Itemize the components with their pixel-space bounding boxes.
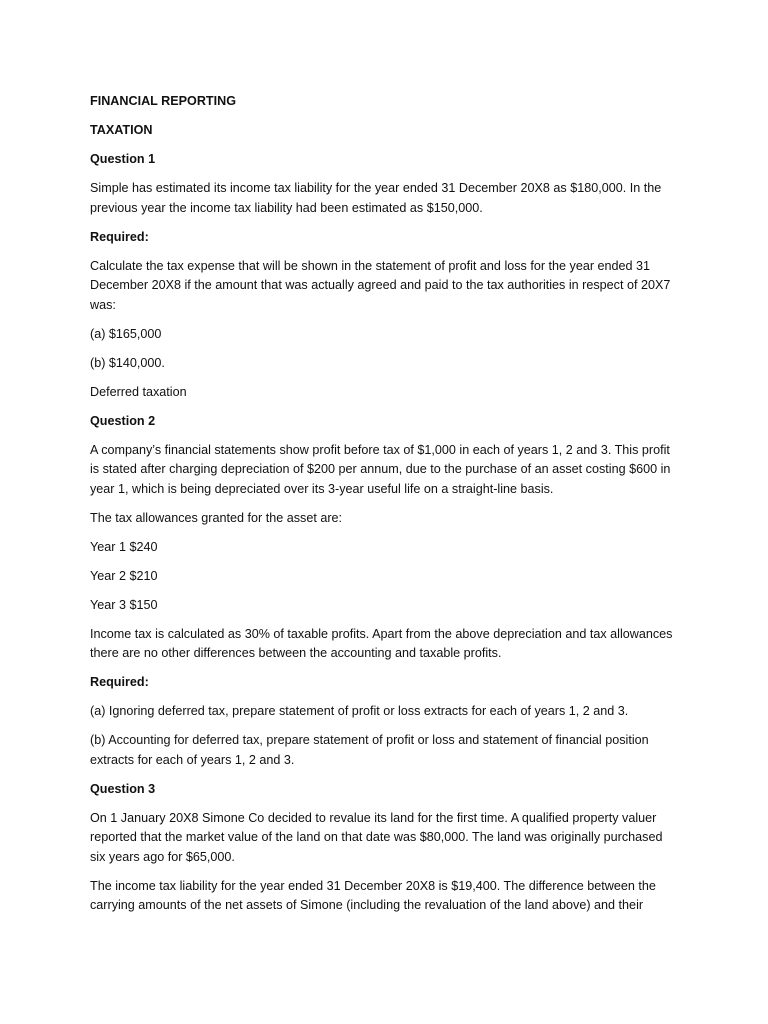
section-label-deferred-taxation: Deferred taxation	[90, 384, 187, 399]
question-2-year-2: Year 2 $210	[90, 568, 158, 583]
question-2-required-label: Required:	[90, 675, 149, 689]
question-1-title: Question 1	[90, 152, 156, 166]
question-2-allowances-intro: The tax allowances granted for the asset are:	[90, 510, 343, 525]
question-2-year-3: Year 3 $150	[90, 597, 158, 612]
question-1-task: Calculate the tax expense that will be shown in the statement of profit and loss for the year ended 31 December 20X8 if the amount that was actually agreed and paid to the tax authorities in respect of 20X7 was:	[90, 258, 671, 312]
document-page	[90, 92, 680, 925]
question-2-title: Question 2	[90, 413, 156, 428]
question-1-intro: Simple has estimated its income tax liability for the year ended 31 December 20X8 as $180,000. In the previous year the income tax liability had been estimated as $150,000.	[90, 181, 662, 215]
question-2-year-1: Year 1 $240	[90, 539, 158, 554]
question-1-option-b: (b) $140,000.	[90, 355, 165, 370]
document-subheading: TAXATION	[90, 123, 153, 137]
question-3-intro: On 1 January 20X8 Simone Co decided to revalue its land for the first time. A qualified property valuer reported that the market value of the land on that date was $80,000. The land was originally purchased six years ago for $65,000.	[90, 810, 663, 864]
question-2-tax-rate-text: Income tax is calculated as 30% of taxable profits. Apart from the above depreciation and tax allowances there are no other differences between the accounting and taxable profits.	[90, 626, 673, 660]
question-2-part-b: (b) Accounting for deferred tax, prepare statement of profit or loss and statement of financial position extracts for each of years 1, 2 and 3.	[90, 733, 649, 767]
question-2-intro: A company’s financial statements show profit before tax of $1,000 in each of years 1, 2 and 3. This profit is stated after charging depreciation of $200 per annum, due to the purchase of an asset costing $600 in year 1, which is being depreciated over its 3-year useful life on a straight-line basis.	[90, 442, 671, 496]
question-1-required-label: Required:	[90, 229, 149, 244]
question-1-option-a: (a) $165,000	[90, 326, 162, 341]
question-3-title: Question 3	[90, 781, 156, 796]
document-heading: FINANCIAL REPORTING	[90, 94, 236, 108]
question-2-part-a: (a) Ignoring deferred tax, prepare statement of profit or loss extracts for each of years 1, 2 and 3.	[90, 704, 629, 718]
question-3-liability-text: The income tax liability for the year ended 31 December 20X8 is $19,400. The difference between the carrying amounts of the net assets of Simone (including the revaluation of the land above) and their	[90, 878, 656, 912]
